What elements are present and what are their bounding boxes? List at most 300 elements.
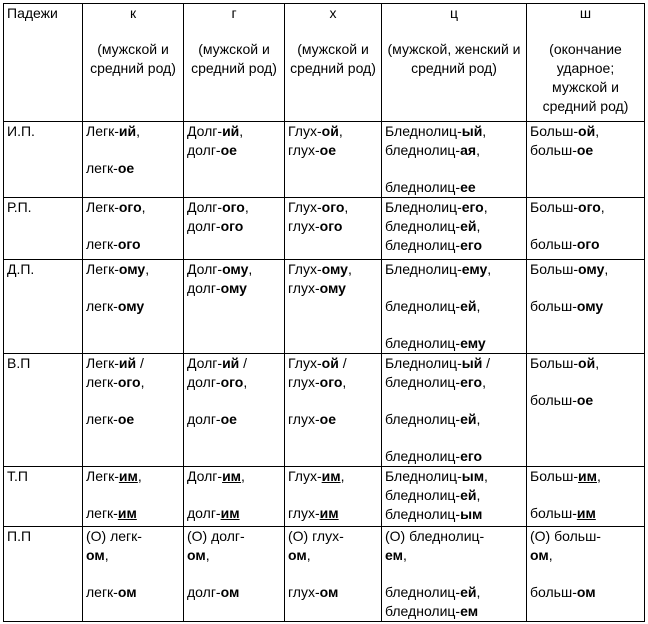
word-ending: им <box>220 505 240 521</box>
word-ending: им <box>578 468 597 484</box>
word-ending: ого <box>220 218 244 234</box>
word-ending: ое <box>117 160 135 176</box>
form-cell <box>285 198 382 260</box>
word-stem: Глух- <box>288 123 322 139</box>
word-ending: ое <box>117 411 135 427</box>
word-form <box>187 260 281 279</box>
word-ending: им <box>118 468 138 484</box>
word-punct: , <box>342 374 347 390</box>
word-stem: (О) легк- <box>86 528 142 544</box>
word-ending: ого <box>117 236 141 252</box>
word-ending: ему <box>460 335 486 351</box>
word-punct: / <box>136 355 144 371</box>
word-form <box>288 354 378 373</box>
word-form <box>86 467 180 486</box>
word-punct: , <box>484 468 488 484</box>
word-stem: Больш- <box>530 199 579 215</box>
word-stem: легк- <box>86 584 118 600</box>
word-ending: ей <box>460 298 477 314</box>
word-form <box>187 527 281 546</box>
case-name-cell <box>4 122 83 198</box>
header-letter: ш <box>579 5 592 21</box>
word-ending: им <box>222 468 242 484</box>
word-form <box>385 486 523 505</box>
word-punct: , <box>239 123 244 139</box>
word-ending: его <box>460 237 483 253</box>
word-stem: Глух- <box>288 199 322 215</box>
word-form <box>86 410 180 429</box>
case-name-cell <box>4 527 83 622</box>
form-cell <box>184 467 285 527</box>
word-ending: ому <box>118 261 146 277</box>
header-note: (окончание ударное; мужской и средний род) <box>542 41 629 114</box>
word-ending: ое <box>220 142 237 158</box>
word-punct: , <box>600 199 605 215</box>
word-ending: ей <box>460 218 477 234</box>
header-letter: к <box>129 5 137 21</box>
word-ending: им <box>319 505 339 521</box>
word-form <box>385 527 523 546</box>
word-punct: / <box>239 355 248 371</box>
word-ending: ому <box>220 280 247 296</box>
header-note: (мужской и средний род) <box>90 41 176 76</box>
header-col-ts <box>382 4 527 122</box>
table-row <box>4 354 645 467</box>
header-note: (мужской, женский и средний род) <box>387 41 521 76</box>
word-form <box>530 467 641 486</box>
word-stem: (О) бледнолиц- <box>385 528 485 544</box>
word-stem: больш- <box>530 584 577 600</box>
word-stem: бледнолиц- <box>385 487 461 503</box>
word-form <box>86 354 180 373</box>
word-punct: , <box>244 199 249 215</box>
word-ending: ого <box>118 199 142 215</box>
word-stem: бледнолиц- <box>385 218 461 234</box>
word-punct: , <box>595 123 600 139</box>
header-note: (мужской и средний род) <box>290 41 376 76</box>
word-form <box>385 198 523 217</box>
word-ending: ему <box>461 261 488 277</box>
form-cell <box>83 260 184 354</box>
word-form <box>187 410 281 429</box>
word-form <box>530 527 641 546</box>
word-punct: , <box>597 468 601 484</box>
word-stem: больш- <box>530 298 577 314</box>
word-ending: ой <box>578 355 596 371</box>
word-stem: больш- <box>530 505 577 521</box>
word-form <box>385 297 523 316</box>
word-punct: , <box>145 261 150 277</box>
word-form <box>187 141 281 160</box>
word-form <box>288 122 378 141</box>
word-punct: , <box>604 261 609 277</box>
word-form <box>288 504 378 523</box>
word-ending: ого <box>220 374 244 390</box>
header-letter: ц <box>449 5 459 21</box>
word-ending: ому <box>321 261 348 277</box>
case-name: Т.П <box>7 468 28 484</box>
word-stem: долг- <box>187 411 221 427</box>
form-cell <box>527 467 645 527</box>
word-ending: ого <box>321 199 345 215</box>
word-ending: ое <box>319 411 336 427</box>
word-punct: , <box>136 123 140 139</box>
word-ending: ий <box>118 123 137 139</box>
word-punct: , <box>241 468 245 484</box>
form-cell <box>184 527 285 622</box>
word-ending: ом <box>530 547 549 563</box>
form-cell <box>285 354 382 467</box>
word-stem: глух- <box>288 374 320 390</box>
word-ending: ое <box>319 142 336 158</box>
word-ending: ым <box>460 506 483 522</box>
word-stem: легк- <box>86 411 118 427</box>
word-ending: ей <box>460 584 477 600</box>
word-stem: Больш- <box>530 355 579 371</box>
form-cell <box>184 354 285 467</box>
form-cell <box>184 122 285 198</box>
word-form <box>288 583 378 602</box>
word-form <box>385 410 523 429</box>
form-cell <box>527 260 645 354</box>
form-cell <box>184 260 285 354</box>
word-ending: ем <box>385 547 403 563</box>
form-cell <box>83 527 184 622</box>
word-form <box>288 467 378 486</box>
header-note: (мужской и средний род) <box>191 41 277 76</box>
word-form <box>385 217 523 236</box>
word-ending: им <box>117 505 137 521</box>
word-form <box>187 467 281 486</box>
word-stem: бледнолиц- <box>385 448 461 464</box>
word-stem: долг- <box>187 280 221 296</box>
word-form <box>86 198 180 217</box>
form-cell <box>527 198 645 260</box>
word-form <box>385 373 523 392</box>
word-ending: ого <box>117 374 141 390</box>
form-cell <box>382 527 527 622</box>
word-form <box>187 217 281 236</box>
declension-table <box>3 3 645 622</box>
word-stem: легк- <box>86 298 118 314</box>
word-form <box>86 235 180 254</box>
word-stem: бледнолиц- <box>385 142 461 158</box>
word-stem: глух- <box>288 505 320 521</box>
form-cell <box>527 354 645 467</box>
header-col-k <box>83 4 184 122</box>
word-stem: Глух- <box>288 261 322 277</box>
word-form <box>530 260 641 279</box>
word-form <box>530 122 641 141</box>
word-form <box>288 141 378 160</box>
word-ending: ем <box>460 603 479 619</box>
word-stem: Долг- <box>187 123 223 139</box>
form-cell <box>382 198 527 260</box>
word-stem: Бледнолиц- <box>385 199 462 215</box>
word-stem: бледнолиц- <box>385 335 461 351</box>
word-stem: Легк- <box>86 199 119 215</box>
header-letter: г <box>231 5 237 21</box>
word-form <box>385 354 523 373</box>
word-stem: глух- <box>288 218 320 234</box>
word-stem: Глух- <box>288 355 322 371</box>
word-punct: , <box>338 123 343 139</box>
word-stem: бледнолиц- <box>385 584 461 600</box>
word-ending: ой <box>578 123 596 139</box>
header-row <box>4 4 645 122</box>
word-form <box>288 217 378 236</box>
table-row <box>4 122 645 198</box>
word-ending: им <box>321 468 341 484</box>
word-form <box>288 373 378 392</box>
word-stem: Бледнолиц- <box>385 123 462 139</box>
word-form <box>187 279 281 298</box>
word-punct: , <box>141 199 146 215</box>
word-form <box>385 546 523 565</box>
word-form <box>86 159 180 178</box>
form-cell <box>83 122 184 198</box>
word-form <box>187 354 281 373</box>
form-cell <box>285 467 382 527</box>
word-punct: , <box>548 547 553 563</box>
word-stem: Долг- <box>187 199 223 215</box>
case-name-cell <box>4 198 83 260</box>
word-ending: ый <box>461 123 483 139</box>
word-form <box>385 583 523 602</box>
word-stem: Легк- <box>86 123 119 139</box>
word-ending: ое <box>576 142 594 158</box>
word-stem: долг- <box>187 218 221 234</box>
word-form <box>187 122 281 141</box>
word-ending: его <box>460 374 483 390</box>
word-punct: , <box>483 199 488 215</box>
case-name: П.П <box>7 528 32 544</box>
word-stem: Больш- <box>530 261 579 277</box>
word-stem: глух- <box>288 280 320 296</box>
table-row <box>4 527 645 622</box>
word-stem: Бледнолиц- <box>385 355 462 371</box>
table-row <box>4 198 645 260</box>
word-ending: ий <box>118 355 137 371</box>
word-form <box>86 122 180 141</box>
word-punct: , <box>482 123 487 139</box>
word-stem: глух- <box>288 411 320 427</box>
word-stem: (О) глух- <box>288 528 344 544</box>
word-form <box>385 141 523 160</box>
form-cell <box>382 467 527 527</box>
word-punct: , <box>476 584 481 600</box>
word-ending: ой <box>321 355 339 371</box>
word-form <box>86 527 180 546</box>
word-form <box>385 122 523 141</box>
word-ending: им <box>576 505 596 521</box>
word-form <box>288 410 378 429</box>
word-ending: ей <box>460 411 477 427</box>
word-punct: , <box>340 468 345 484</box>
word-punct: , <box>595 355 600 371</box>
word-ending: его <box>461 199 484 215</box>
word-punct: , <box>476 298 481 314</box>
word-stem: Долг- <box>187 468 223 484</box>
word-stem: Глух- <box>288 468 322 484</box>
word-punct: , <box>344 199 349 215</box>
word-punct: , <box>402 547 407 563</box>
word-form <box>530 583 641 602</box>
word-punct: / <box>338 355 347 371</box>
word-stem: Легк- <box>86 355 119 371</box>
word-stem: Бледнолиц- <box>385 261 462 277</box>
word-form <box>530 546 641 565</box>
word-stem: Долг- <box>187 355 223 371</box>
word-punct: , <box>140 374 145 390</box>
word-stem: легк- <box>86 374 118 390</box>
word-ending: ая <box>460 142 477 158</box>
word-ending: ом <box>86 547 105 563</box>
word-stem: бледнолиц- <box>385 411 461 427</box>
word-ending: ому <box>319 280 346 296</box>
word-form <box>288 527 378 546</box>
word-form <box>385 467 523 486</box>
word-ending: ом <box>187 547 206 563</box>
word-ending: ого <box>319 374 343 390</box>
form-cell <box>83 198 184 260</box>
word-ending: ому <box>576 298 604 314</box>
word-ending: ое <box>220 411 237 427</box>
word-form <box>288 260 378 279</box>
word-ending: ой <box>321 123 339 139</box>
word-form <box>86 583 180 602</box>
word-stem: (О) больш- <box>530 528 601 544</box>
header-cases <box>4 4 83 122</box>
word-ending: ым <box>461 468 485 484</box>
form-cell <box>382 260 527 354</box>
word-stem: долг- <box>187 584 221 600</box>
word-form <box>86 504 180 523</box>
word-form <box>86 260 180 279</box>
word-stem: долг- <box>187 142 221 158</box>
form-cell <box>83 467 184 527</box>
word-ending: ого <box>319 218 343 234</box>
word-form <box>385 334 523 353</box>
word-ending: ому <box>117 298 145 314</box>
table-row <box>4 467 645 527</box>
word-stem: легк- <box>86 160 118 176</box>
word-ending: ого <box>222 199 245 215</box>
word-form <box>187 504 281 523</box>
word-punct: / <box>482 355 491 371</box>
word-stem: Бледнолиц- <box>385 468 462 484</box>
word-form <box>530 198 641 217</box>
form-cell <box>184 198 285 260</box>
word-form <box>187 373 281 392</box>
word-form <box>187 583 281 602</box>
header-col-h <box>285 4 382 122</box>
word-form <box>530 235 641 254</box>
table-row <box>4 260 645 354</box>
word-stem: больш- <box>530 392 577 408</box>
case-name-cell <box>4 260 83 354</box>
word-stem: легк- <box>86 236 118 252</box>
word-form <box>86 546 180 565</box>
word-stem: легк- <box>86 505 118 521</box>
header-col-g <box>184 4 285 122</box>
word-ending: ий <box>222 123 240 139</box>
word-form <box>86 373 180 392</box>
word-stem: бледнолиц- <box>385 506 461 522</box>
word-form <box>385 260 523 279</box>
word-punct: , <box>482 374 486 390</box>
word-punct: , <box>243 374 248 390</box>
word-ending: ому <box>222 261 249 277</box>
form-cell <box>285 527 382 622</box>
word-punct: , <box>205 547 210 563</box>
word-ending: ом <box>576 584 596 600</box>
header-letter: х <box>329 5 337 21</box>
word-form <box>530 354 641 373</box>
word-ending: ом <box>117 584 137 600</box>
word-stem: глух- <box>288 584 320 600</box>
word-ending: ого <box>576 236 600 252</box>
word-form <box>385 505 523 524</box>
word-stem: бледнолиц- <box>385 603 461 619</box>
case-name: В.П <box>7 355 31 371</box>
word-form <box>385 602 523 621</box>
word-stem: Долг- <box>187 261 223 277</box>
word-form <box>86 297 180 316</box>
word-ending: ом <box>220 584 240 600</box>
word-punct: , <box>248 261 253 277</box>
word-form <box>385 447 523 466</box>
word-punct: , <box>306 547 311 563</box>
word-punct: , <box>104 547 109 563</box>
word-form <box>385 236 523 255</box>
form-cell <box>382 122 527 198</box>
word-ending: ому <box>578 261 605 277</box>
word-form <box>530 297 641 316</box>
word-form <box>288 546 378 565</box>
header-col-sh <box>527 4 645 122</box>
word-stem: Легк- <box>86 261 119 277</box>
word-ending: ей <box>460 487 477 503</box>
word-punct: , <box>476 487 481 503</box>
word-stem: Больш- <box>530 468 579 484</box>
word-stem: (О) долг- <box>187 528 245 544</box>
word-form <box>288 198 378 217</box>
word-ending: ом <box>288 547 307 563</box>
case-name: Р.П. <box>7 199 32 215</box>
case-name: И.П. <box>7 123 35 139</box>
word-stem: долг- <box>187 505 221 521</box>
word-ending: ое <box>576 392 594 408</box>
word-stem: Легк- <box>86 468 119 484</box>
word-ending: ый <box>461 355 483 371</box>
word-stem: Больш- <box>530 123 579 139</box>
word-form <box>187 546 281 565</box>
word-stem: долг- <box>187 374 221 390</box>
form-cell <box>382 354 527 467</box>
word-form <box>288 279 378 298</box>
word-stem: больш- <box>530 142 577 158</box>
form-cell <box>527 527 645 622</box>
word-form <box>530 391 641 410</box>
header-cases-label: Падежи <box>7 5 58 21</box>
word-punct: , <box>476 411 481 427</box>
word-stem: бледнолиц- <box>385 298 461 314</box>
word-form <box>187 198 281 217</box>
word-stem: бледнолиц- <box>385 237 461 253</box>
form-cell <box>285 122 382 198</box>
form-cell <box>527 122 645 198</box>
